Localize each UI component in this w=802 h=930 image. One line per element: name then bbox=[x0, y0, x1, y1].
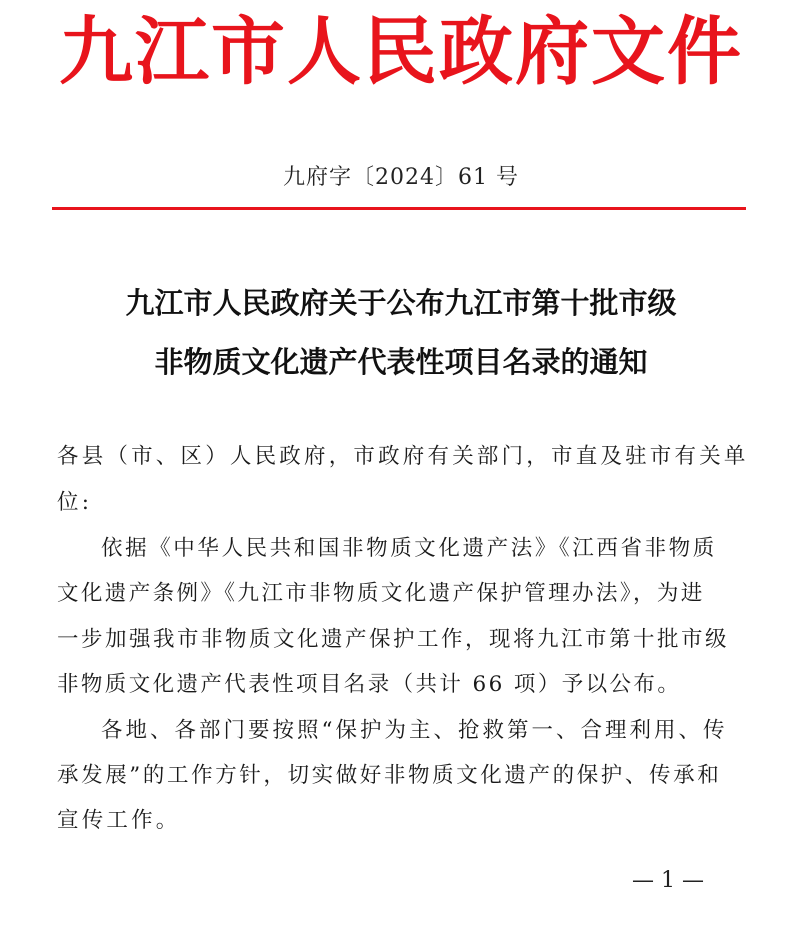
body-line-addressee-2: 位: bbox=[57, 490, 93, 515]
page-number: — 1 — bbox=[632, 868, 704, 893]
body-line-paragraph1-1: 依据《中华人民共和国非物质文化遗产法》《江西省非物质 bbox=[101, 536, 717, 561]
body-line-paragraph2-1: 各地、各部门要按照“保护为主、抢救第一、合理利用、传 bbox=[101, 718, 728, 743]
document-title-line-1: 九江市人民政府关于公布九江市第十批市级 bbox=[125, 286, 677, 320]
body-line-paragraph1-4: 非物质文化遗产代表性项目名录（共计 66 项）予以公布。 bbox=[57, 672, 682, 697]
red-divider-line bbox=[52, 207, 746, 210]
document-masthead: 九江市人民政府文件 bbox=[59, 9, 743, 95]
body-line-paragraph1-3: 一步加强我市非物质文化遗产保护工作，现将九江市第十批市级 bbox=[57, 627, 730, 652]
document-title-line-2: 非物质文化遗产代表性项目名录的通知 bbox=[154, 345, 648, 379]
body-line-addressee-1: 各县（市、区）人民政府，市政府有关部门，市直及驻市有关单 bbox=[57, 444, 749, 469]
body-line-paragraph2-2: 承发展”的工作方针，切实做好非物质文化遗产的保护、传承和 bbox=[57, 763, 722, 788]
body-line-paragraph2-3: 宣传工作。 bbox=[57, 808, 181, 833]
body-line-paragraph1-2: 文化遗产条例》《九江市非物质文化遗产保护管理办法》，为进 bbox=[57, 581, 705, 606]
document-number: 九府字〔2024〕61 号 bbox=[283, 165, 519, 190]
